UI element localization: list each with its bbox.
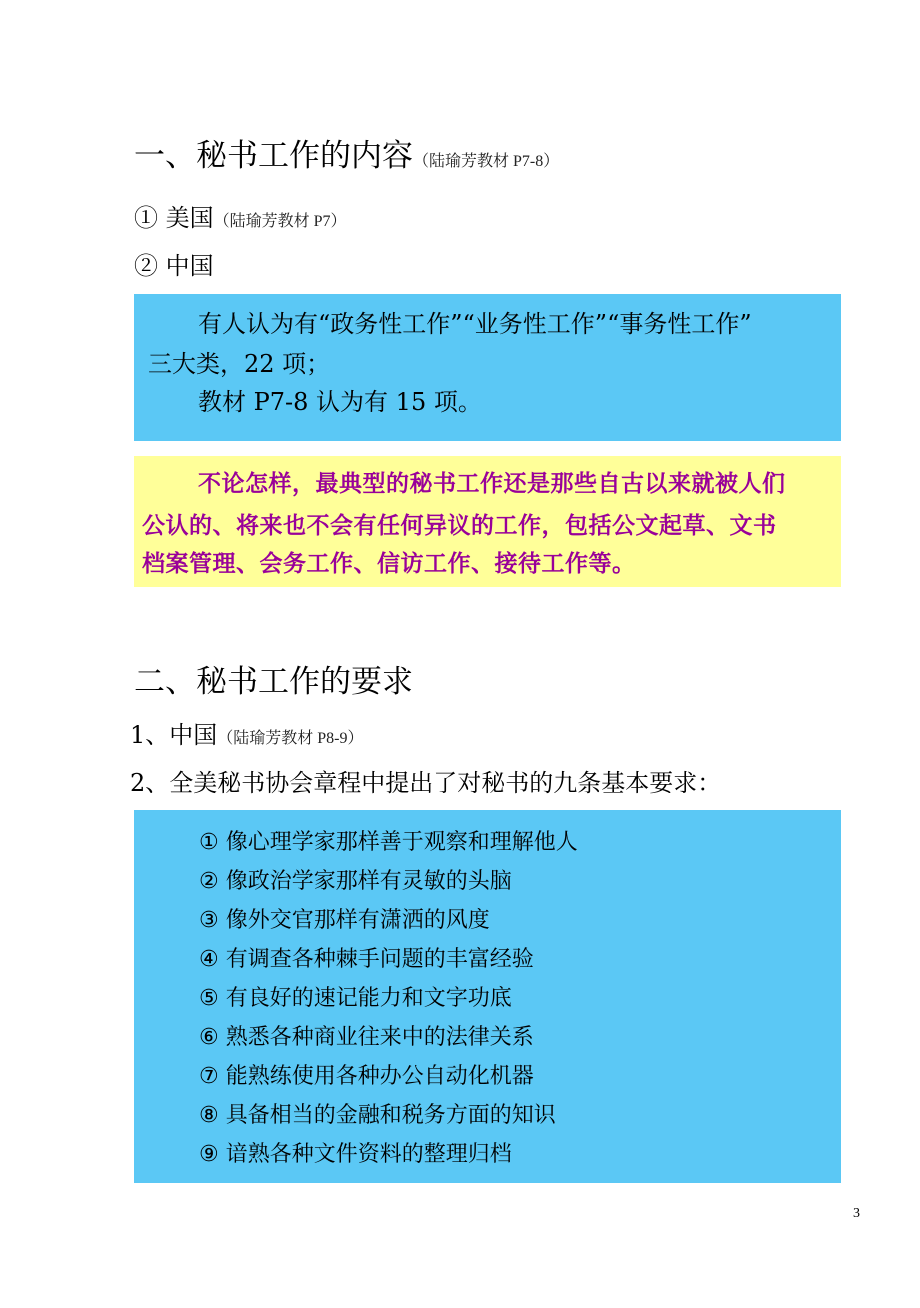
section2-item-nasa <box>130 763 721 798</box>
requirement-item: ⑧ 具备相当的金融和税务方面的知识 <box>199 1103 556 1128</box>
section1-title: 一、秘书工作的内容 <box>134 138 413 174</box>
item-china-label: ② 中国 <box>134 252 214 280</box>
blue-box-line1: 有人认为有“政务性工作”“业务性工作”“事务性工作” <box>198 310 752 338</box>
requirement-item: ⑤ 有良好的速记能力和文字功底 <box>199 986 512 1011</box>
page-number: 3 <box>853 1206 860 1221</box>
requirement-item: ⑦ 能熟练使用各种办公自动化机器 <box>199 1064 534 1089</box>
yellow-box-line2: 公认的、将来也不会有任何异议的工作，包括公文起草、文书 <box>142 512 777 539</box>
requirement-item: ⑨ 谙熟各种文件资料的整理归档 <box>199 1142 512 1167</box>
item-usa-ref: （陆瑜芳教材 P7） <box>213 213 347 230</box>
section2-item-china <box>130 715 364 750</box>
section2-title: 二、秘书工作的要求 <box>134 664 413 700</box>
requirement-item: ④ 有调查各种棘手问题的丰富经验 <box>199 947 534 972</box>
s2-item2-label: 2、全美秘书协会章程中提出了对秘书的九条基本要求： <box>130 769 722 797</box>
section1-ref: （陆瑜芳教材 P7-8） <box>413 153 560 170</box>
yellow-highlight-box <box>134 456 841 587</box>
blue-box-line3: 教材 P7-8 认为有 15 项。 <box>198 388 482 416</box>
blue-info-box <box>134 294 841 441</box>
yellow-box-line1: 不论怎样，最典型的秘书工作还是那些自古以来就被人们 <box>198 470 786 497</box>
item-usa-label: ① 美国 <box>134 204 214 232</box>
section1-item-usa <box>134 198 347 233</box>
section1-heading <box>134 130 559 175</box>
section1-item-china <box>134 246 214 281</box>
s2-item1-ref: （陆瑜芳教材 P8-9） <box>217 730 364 747</box>
requirements-box <box>134 810 841 1183</box>
section2-heading <box>134 656 413 701</box>
requirement-item: ③ 像外交官那样有潇洒的风度 <box>199 908 490 933</box>
blue-box-line2: 三大类，22 项； <box>148 350 331 378</box>
requirement-item: ① 像心理学家那样善于观察和理解他人 <box>199 830 578 855</box>
requirement-item: ② 像政治学家那样有灵敏的头脑 <box>199 869 512 894</box>
yellow-box-line3: 档案管理、会务工作、信访工作、接待工作等。 <box>142 550 636 577</box>
s2-item1-label: 1、中国 <box>130 721 218 749</box>
requirement-item: ⑥ 熟悉各种商业往来中的法律关系 <box>199 1025 534 1050</box>
